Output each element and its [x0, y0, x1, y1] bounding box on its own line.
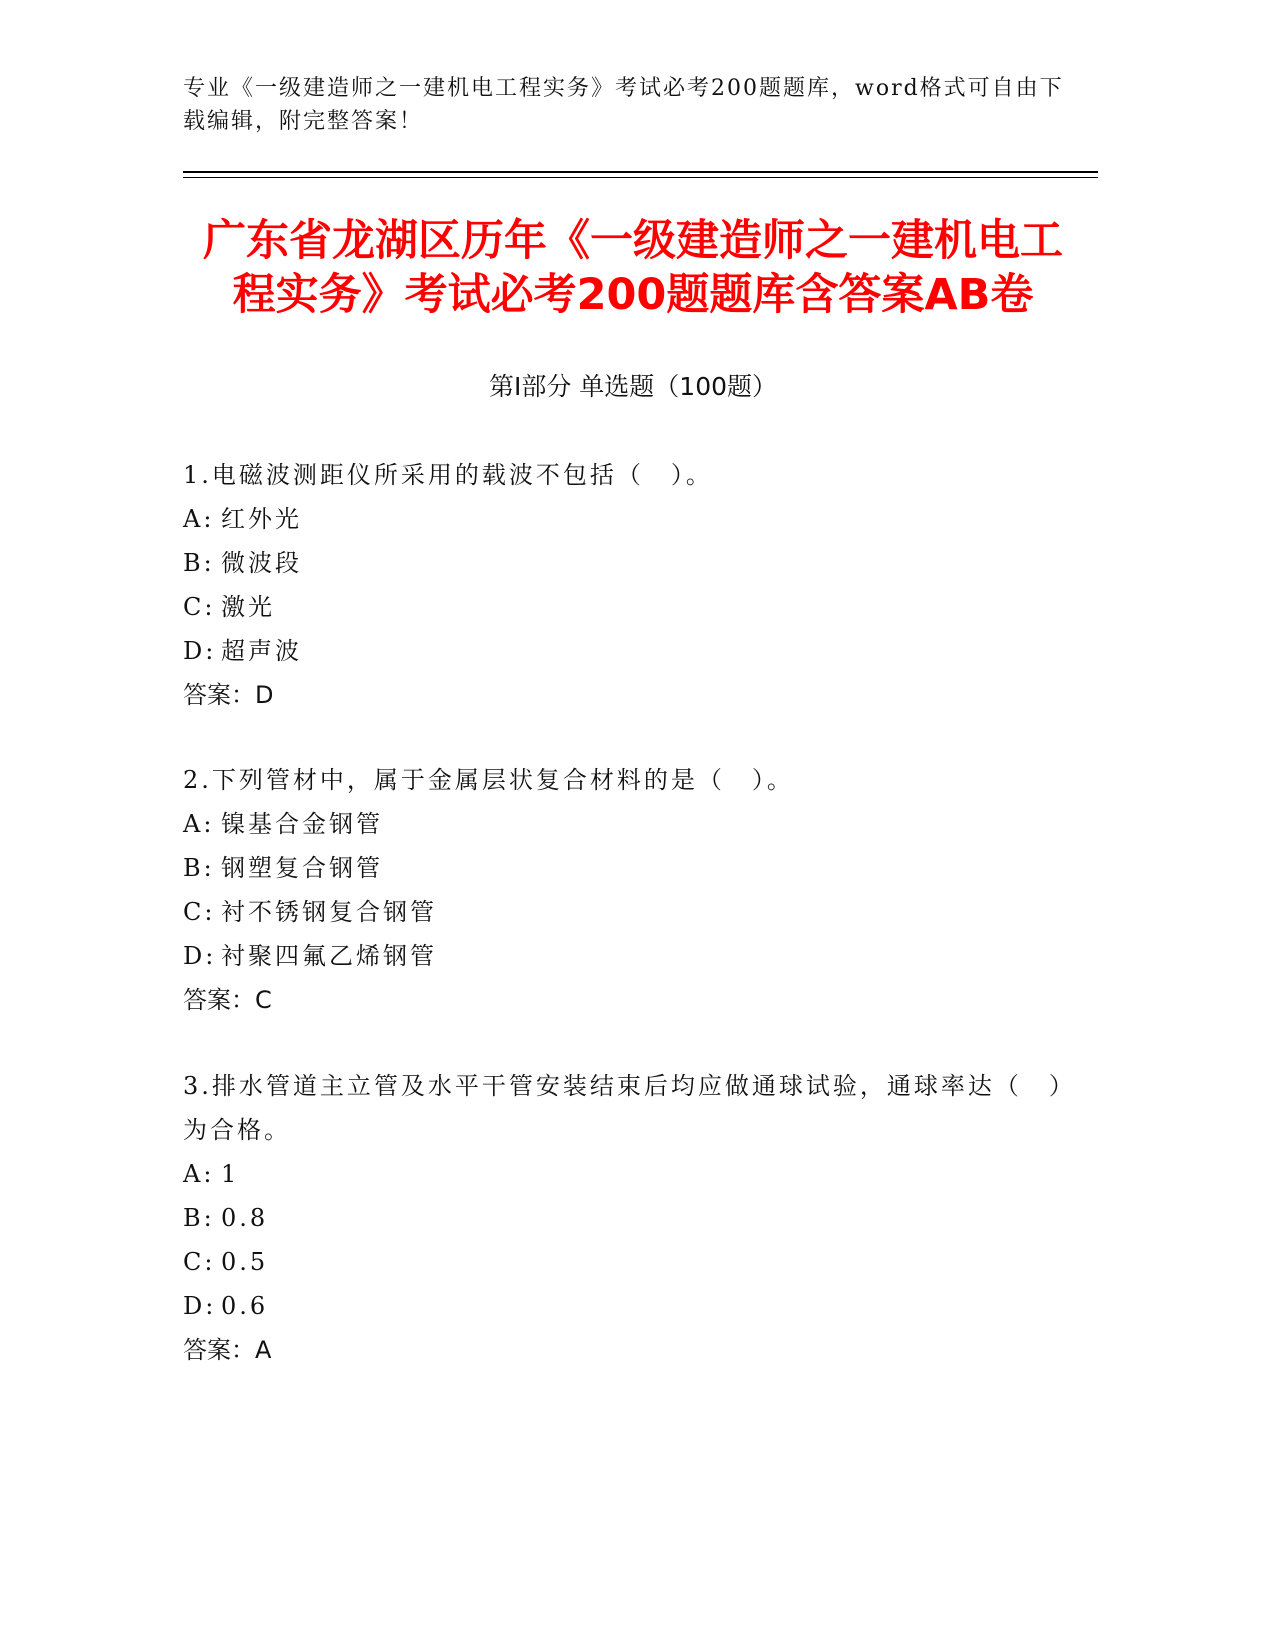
option-text: 镍基合金钢管 — [221, 810, 383, 838]
option-letter: D: — [183, 637, 217, 665]
option-a — [183, 1152, 1083, 1196]
option-c — [183, 1240, 1083, 1284]
question-1 — [183, 453, 1083, 717]
option-letter: C: — [183, 593, 216, 621]
option-text: 激光 — [221, 593, 275, 621]
header-divider-thick — [183, 171, 1098, 173]
option-b — [183, 1196, 1083, 1240]
option-letter: B: — [183, 854, 215, 882]
answer-line: 答案：C — [183, 986, 272, 1014]
option-a — [183, 802, 1083, 846]
option-d — [183, 934, 1083, 978]
option-text: 微波段 — [221, 549, 302, 577]
header-note: 专业《一级建造师之一建机电工程实务》考试必考200题题库，word格式可自由下载编辑，附完整答案！ — [183, 76, 1064, 134]
question-stem: 2.下列管材中，属于金属层状复合材料的是（ ）。 — [183, 766, 794, 794]
option-text: 超声波 — [221, 637, 302, 665]
header-divider-thin — [183, 177, 1098, 178]
question-stem: 3.排水管道主立管及水平干管安装结束后均应做通球试验，通球率达（ ）为合格。 — [183, 1072, 1076, 1144]
option-letter: A: — [183, 505, 215, 533]
option-c — [183, 585, 1083, 629]
option-text: 0.6 — [221, 1292, 269, 1320]
option-b — [183, 846, 1083, 890]
question-3 — [183, 1064, 1083, 1372]
option-text: 0.5 — [221, 1248, 269, 1276]
option-text: 钢塑复合钢管 — [221, 854, 383, 882]
option-b — [183, 541, 1083, 585]
option-d — [183, 1284, 1083, 1328]
option-text: 衬聚四氟乙烯钢管 — [221, 942, 437, 970]
option-letter: C: — [183, 1248, 216, 1276]
option-letter: B: — [183, 1204, 215, 1232]
option-a — [183, 497, 1083, 541]
option-letter: B: — [183, 549, 215, 577]
option-text: 1 — [221, 1160, 240, 1188]
option-c — [183, 890, 1083, 934]
option-text: 红外光 — [221, 505, 302, 533]
option-letter: D: — [183, 942, 217, 970]
question-stem: 1.电磁波测距仪所采用的载波不包括（ ）。 — [183, 461, 713, 489]
section-heading: 第Ⅰ部分 单选题（100题） — [488, 372, 778, 401]
option-text: 衬不锈钢复合钢管 — [221, 898, 437, 926]
question-2 — [183, 758, 1083, 1022]
answer-line: 答案：D — [183, 681, 274, 709]
option-text: 0.8 — [221, 1204, 269, 1232]
option-letter: A: — [183, 1160, 215, 1188]
option-d — [183, 629, 1083, 673]
option-letter: D: — [183, 1292, 217, 1320]
option-letter: C: — [183, 898, 216, 926]
document-title: 广东省龙湖区历年《一级建造师之一建机电工程实务》考试必考200题题库含答案AB卷 — [203, 216, 1063, 320]
option-letter: A: — [183, 810, 215, 838]
answer-line: 答案：A — [183, 1336, 272, 1364]
